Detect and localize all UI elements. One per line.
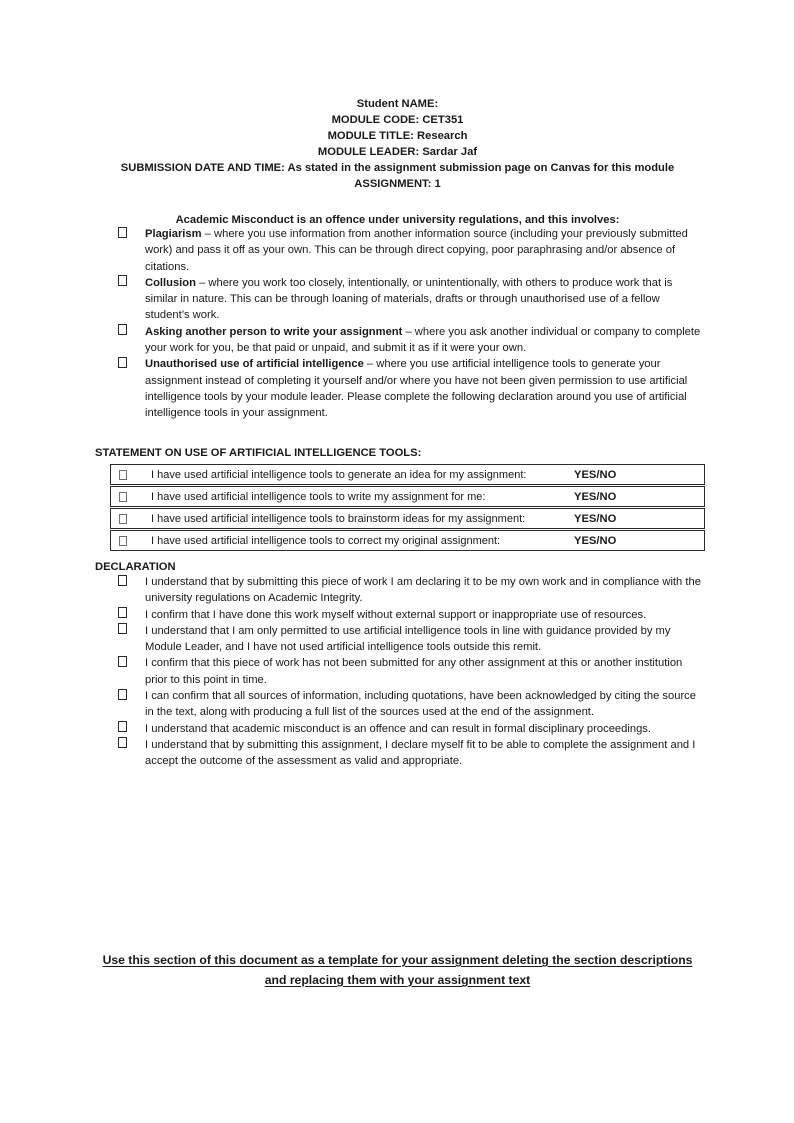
- bullet-box-icon: [118, 656, 127, 667]
- bullet-box-icon: [118, 721, 127, 732]
- misconduct-description: – where you ask another individual or company to complete your work for you, be that paid or unpaid, and submit it as if it were your own.: [145, 325, 701, 355]
- list-item: [95, 737, 707, 770]
- yes-no-answer[interactable]: YES/NO: [574, 534, 617, 547]
- declaration-text: I understand that I am only permitted to use artificial intelligence tools in line with guidance provided by my Module Leader, and I have not used artificial intelligence tools outside this remit.: [145, 624, 671, 654]
- statement-text: I have used artificial intelligence tools to generate an idea for my assignment:: [151, 468, 527, 481]
- bullet-box-icon: [118, 689, 127, 700]
- table-cell[interactable]: [110, 508, 705, 529]
- statement-text: I have used artificial intelligence tools to brainstorm ideas for my assignment:: [151, 512, 526, 525]
- bullet-box-icon: [118, 575, 127, 586]
- declaration-text: I can confirm that all sources of information, including quotations, have been acknowledged by citing the source in the text, along with producing a full list of the sources used at the end of the assignment.: [145, 690, 696, 719]
- list-item: [95, 607, 707, 623]
- header-line-submission-date: SUBMISSION DATE AND TIME: As stated in the assignment submission page on Canvas for this module: [120, 162, 675, 175]
- header-line-assignment-number: ASSIGNMENT: 1: [354, 178, 441, 191]
- yes-no-answer[interactable]: YES/NO: [574, 512, 617, 525]
- yes-no-answer[interactable]: YES/NO: [574, 490, 617, 503]
- table-cell[interactable]: [110, 486, 705, 507]
- statement-section-heading: STATEMENT ON USE OF ARTIFICIAL INTELLIGENCE TOOLS:: [95, 447, 422, 459]
- assignment-header: [95, 96, 700, 193]
- misconduct-term: Collusion: [145, 276, 196, 289]
- header-line-module-code: MODULE CODE: CET351: [331, 114, 464, 127]
- ai-tools-statement-table: [110, 463, 705, 552]
- header-line-module-leader: MODULE LEADER: Sardar Jaf: [317, 146, 478, 159]
- bullet-box-icon: [118, 275, 127, 286]
- table-row[interactable]: [110, 486, 705, 507]
- bullet-box-icon: [118, 607, 127, 618]
- list-item: [95, 324, 702, 357]
- checkbox-icon[interactable]: [119, 470, 127, 480]
- declaration-section-heading: DECLARATION: [95, 561, 176, 573]
- academic-misconduct-list: [95, 226, 702, 422]
- header-line-module-title: MODULE TITLE: Research: [327, 130, 468, 143]
- checkbox-icon[interactable]: [119, 514, 127, 524]
- misconduct-term: Plagiarism: [145, 228, 202, 240]
- declaration-text: I confirm that this piece of work has not been submitted for any other assignment at this or another institution prior to this point in time.: [145, 657, 683, 686]
- statement-text: I have used artificial intelligence tools to write my assignment for me:: [151, 490, 486, 503]
- header-line-student-name: Student NAME:: [356, 98, 439, 110]
- table-cell[interactable]: [110, 464, 705, 485]
- misconduct-term: Unauthorised use of artificial intelligence: [145, 358, 364, 371]
- list-item: [95, 655, 707, 688]
- bullet-box-icon: [118, 623, 127, 634]
- declaration-text: I understand that by submitting this assignment, I declare myself fit to be able to complete the assignment and I accept the outcome of the assessment as valid and appropriate.: [145, 738, 696, 768]
- list-item: [95, 721, 707, 737]
- list-item: [95, 275, 702, 324]
- declaration-text: I confirm that I have done this work myself without external support or inappropriate use of resources.: [145, 608, 647, 621]
- declaration-text: I understand that academic misconduct is an offence and can result in formal disciplinary proceedings.: [145, 722, 651, 735]
- list-item: [95, 623, 707, 656]
- list-item: [95, 356, 702, 421]
- template-instruction-note: Use this section of this document as a template for your assignment deleting the section descriptions and replacing them with your assignment text: [102, 953, 693, 987]
- list-item: [95, 688, 707, 721]
- bullet-box-icon: [118, 227, 127, 238]
- misconduct-description: – where you use artificial intelligence tools to generate your assignment instead of completing it yourself and/or where you have not been given permission to use artificial intelligence tools by your module leader. Please complete the following declaration around you use of artificial intelligence tools in your assignment.: [145, 358, 688, 420]
- list-item: [95, 226, 702, 275]
- misconduct-term: Asking another person to write your assignment: [145, 325, 403, 338]
- checkbox-icon[interactable]: [119, 536, 127, 546]
- bullet-box-icon: [118, 324, 127, 335]
- bullet-box-icon: [118, 737, 127, 748]
- declaration-list: [95, 574, 707, 770]
- list-item: [95, 574, 707, 607]
- misconduct-description: – where you use information from another information source (including your previously submitted work) and pass it off as your own. This can be through direct copying, poor paraphrasing and/or absence of citations.: [145, 228, 688, 273]
- misconduct-description: – where you work too closely, intentionally, or unintentionally, with others to produce work that is similar in nature. This can be through loaning of materials, drafts or through unauthorised use of a fellow student’s work.: [145, 276, 673, 322]
- checkbox-icon[interactable]: [119, 492, 127, 502]
- table-row[interactable]: [110, 530, 705, 551]
- yes-no-answer[interactable]: YES/NO: [574, 468, 617, 481]
- bullet-box-icon: [118, 357, 127, 368]
- table-row[interactable]: [110, 508, 705, 529]
- table-cell[interactable]: [110, 530, 705, 551]
- statement-text: I have used artificial intelligence tools to correct my original assignment:: [151, 534, 501, 547]
- declaration-text: I understand that by submitting this piece of work I am declaring it to be my own work and in compliance with the university regulations on Academic Integrity.: [145, 576, 701, 605]
- academic-misconduct-title: Academic Misconduct is an offence under university regulations, and this involves:: [175, 214, 620, 226]
- table-row[interactable]: [110, 464, 705, 485]
